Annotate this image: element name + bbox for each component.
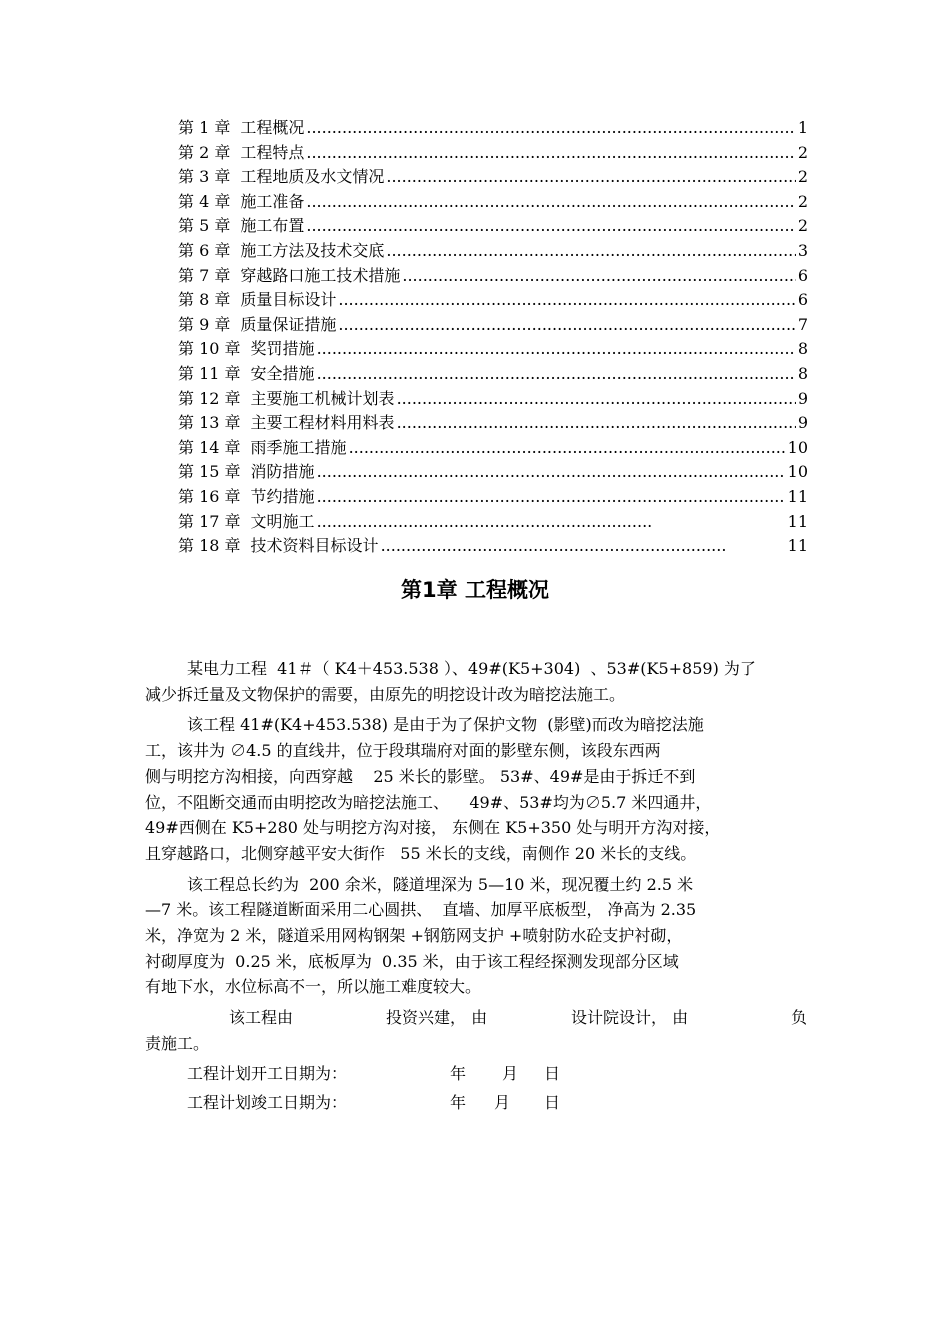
toc-entry[interactable] [178,362,808,387]
end-date-label: 工程计划竣工日期为： [187,1092,348,1112]
toc-entry[interactable] [178,141,808,166]
paragraph-1 [145,656,807,707]
toc-chapter-number: 第 8 章 [178,290,231,310]
paragraph-line: 工，该井为 ∅4.5 的直线井，位于段琪瑞府对面的影壁东侧，该段东西两 [145,741,661,761]
paragraph-4-part-a: 该工程由 [229,1008,294,1028]
toc-page-number: 6 [797,290,808,310]
toc-chapter-number: 第 16 章 [178,486,241,506]
paragraph-line: 米，净宽为 2 米，隧道采用网构钢架 +钢筋网支护 +喷射防水砼支护衬砌， [145,926,683,946]
toc-page-number: 2 [797,191,808,211]
toc-entry[interactable] [178,288,808,313]
toc-entry[interactable] [178,534,808,559]
toc-dot-leader [317,362,796,387]
toc-entry[interactable] [178,214,808,239]
paragraph-line: 位，不阻断交通而由明挖改为暗挖法施工、 49#、53#均为∅5.7 米四通井， [145,792,712,812]
toc-page-number: 8 [797,363,808,383]
toc-dot-leader [317,460,786,485]
toc-chapter-title: 安全措施 [250,363,315,383]
toc-entry[interactable] [178,387,808,412]
toc-page-number: 8 [797,339,808,359]
toc-dot-leader [317,510,652,535]
toc-entry[interactable] [178,165,808,190]
toc-chapter-title: 工程特点 [240,142,305,162]
start-date-label: 工程计划开工日期为： [187,1063,348,1083]
toc-entry[interactable] [178,436,808,461]
table-of-contents [178,116,808,559]
toc-chapter-title: 质量保证措施 [240,314,337,334]
toc-chapter-number: 第 6 章 [178,240,231,260]
toc-page-number: 10 [787,462,808,482]
toc-chapter-number: 第 18 章 [178,536,241,556]
toc-chapter-title: 主要工程材料用料表 [250,413,395,433]
toc-page-number: 11 [787,486,808,506]
end-date-day: 日 [544,1092,561,1112]
start-date-row [145,1061,807,1090]
toc-entry[interactable] [178,116,808,141]
toc-entry[interactable] [178,460,808,485]
toc-dot-leader [306,190,795,215]
toc-chapter-number: 第 10 章 [178,339,241,359]
toc-dot-leader [349,436,786,461]
toc-chapter-title: 穿越路口施工技术措施 [240,265,401,285]
toc-page-number: 7 [797,314,808,334]
toc-entry[interactable] [178,337,808,362]
paragraph-line: 侧与明挖方沟相接，向西穿越 25 米长的影壁。 53#、49#是由于拆迁不到 [145,766,696,786]
toc-page-number: 2 [797,142,808,162]
toc-page-number: 11 [787,536,808,556]
toc-dot-leader [317,485,786,510]
toc-dot-leader [381,534,726,559]
toc-dot-leader [317,337,796,362]
toc-chapter-number: 第 15 章 [178,462,241,482]
toc-dot-leader [306,116,795,141]
paragraph-line: —7 米。该工程隧道断面采用二心圆拱、 直墙、加厚平底板型， 净高为 2.35 [145,900,697,920]
toc-entry[interactable] [178,411,808,436]
toc-entry[interactable] [178,264,808,289]
toc-chapter-title: 消防措施 [250,462,315,482]
toc-chapter-number: 第 2 章 [178,142,231,162]
end-date-month: 月 [494,1092,511,1112]
toc-chapter-title: 节约措施 [250,486,315,506]
toc-chapter-title: 质量目标设计 [240,290,337,310]
paragraph-4-part-d: 负 [790,1008,807,1028]
body-text [145,656,807,1119]
start-date-day: 日 [544,1063,561,1083]
toc-entry[interactable] [178,239,808,264]
toc-chapter-number: 第 9 章 [178,314,231,334]
toc-page-number: 2 [797,216,808,236]
toc-dot-leader [402,264,795,289]
paragraph-line: 有地下水，水位标高不一，所以施工难度较大。 [145,977,482,997]
toc-chapter-title: 施工布置 [240,216,305,236]
toc-chapter-number: 第 7 章 [178,265,231,285]
paragraph-line: 且穿越路口，北侧穿越平安大街作 55 米长的支线，南侧作 20 米长的支线。 [145,843,697,863]
paragraph-line: 该工程总长约为 200 余米，隧道埋深为 5—10 米，现况覆土约 2.5 米 [187,874,694,894]
toc-chapter-title: 施工方法及技术交底 [240,240,385,260]
toc-entry[interactable] [178,510,808,535]
toc-dot-leader [386,165,795,190]
toc-page-number: 9 [797,413,808,433]
start-date-month: 月 [502,1063,519,1083]
paragraph-line: 衬砌厚度为 0.25 米，底板厚为 0.35 米，由于该工程经探测发现部分区域 [145,951,679,971]
toc-chapter-title: 技术资料目标设计 [250,536,379,556]
paragraph-4-end: 责施工。 [145,1033,210,1053]
toc-chapter-number: 第 11 章 [178,363,241,383]
toc-dot-leader [397,387,796,412]
toc-chapter-number: 第 12 章 [178,388,241,408]
toc-chapter-number: 第 4 章 [178,191,231,211]
end-date-row [145,1090,807,1119]
toc-chapter-title: 工程地质及水文情况 [240,167,385,187]
toc-chapter-title: 工程概况 [240,118,305,137]
paragraph-2 [145,712,807,866]
toc-chapter-title: 奖罚措施 [250,339,315,359]
toc-entry[interactable] [178,485,808,510]
paragraph-line: 49#西侧在 K5+280 处与明挖方沟对接， 东侧在 K5+350 处与明开方沟对接， [145,818,721,838]
toc-page-number: 9 [797,388,808,408]
toc-dot-leader [306,214,795,239]
toc-chapter-number: 第 5 章 [178,216,231,236]
toc-chapter-number: 第 1 章 [178,118,231,137]
end-date-year: 年 [450,1092,467,1112]
toc-dot-leader [397,411,796,436]
toc-chapter-title: 施工准备 [240,191,305,211]
toc-dot-leader [306,141,795,166]
toc-chapter-title: 主要施工机械计划表 [250,388,395,408]
toc-entry[interactable] [178,313,808,338]
toc-chapter-number: 第 13 章 [178,413,241,433]
start-date-year: 年 [450,1063,467,1083]
toc-dot-leader [338,313,795,338]
paragraph-4-part-b: 投资兴建， 由 [386,1008,488,1028]
toc-page-number: 10 [787,437,808,457]
toc-dot-leader [386,239,795,264]
toc-entry[interactable] [178,190,808,215]
toc-page-number: 11 [787,511,808,531]
paragraph-3 [145,872,807,1001]
paragraph-line: 该工程 41#(K4+453.538) 是由于为了保护文物 (影壁)而改为暗挖法施 [187,715,704,735]
toc-chapter-number: 第 14 章 [178,437,241,457]
paragraph-4 [145,1005,807,1031]
toc-page-number: 3 [797,240,808,260]
chapter-heading: 第1章 工程概况 [401,578,549,602]
paragraph-line: 减少拆迁量及文物保护的需要，由原先的明挖设计改为暗挖法施工。 [145,684,626,704]
toc-page-number: 1 [797,118,808,137]
paragraph-line: 某电力工程 41＃（ K4＋453.538 ）、49#(K5+304) 、53#(K5+859) 为了 [187,659,756,678]
toc-dot-leader [338,288,795,313]
toc-chapter-title: 文明施工 [250,511,315,531]
paragraph-4-part-c: 设计院设计， 由 [571,1008,689,1028]
toc-chapter-number: 第 3 章 [178,167,231,187]
toc-chapter-title: 雨季施工措施 [250,437,347,457]
toc-chapter-number: 第 17 章 [178,511,241,531]
toc-page-number: 6 [797,265,808,285]
toc-page-number: 2 [797,167,808,187]
